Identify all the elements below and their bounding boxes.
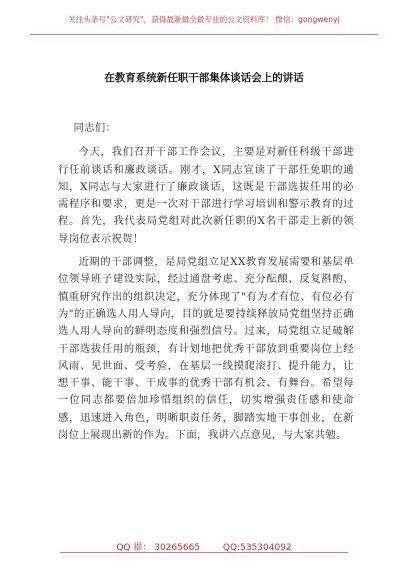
header-note: 关注头条号"公文研究"，获得最新最全最专业的公文资料库！ 微信：gongwenyj (68, 15, 340, 24)
footer-qq-group: QQ 群： 30265665 (116, 543, 201, 553)
header-divider (30, 34, 378, 35)
salutation: 同志们： (73, 122, 117, 134)
footer-qq: QQ:535304092 (222, 543, 292, 553)
footer-divider (60, 552, 348, 553)
paragraph: 近期的干部调整，是局党组立足XX教育发展需要和基层单位领导班子建设实际，经过通盘考虑、充分酝酿、反复斟酌、慎重研究作出的组织决定，充分体现了"有为才有位、有位必有为"的正确选人用人导向，目的就是要持续释放局党组坚持正确选人用人导向的鲜明态度和强烈信号。过来，局党组立足破解干部选拔任用的瓶颈，有计划地把优秀干部放到重要岗位上经风雨、见世面、受考验，在基层一线摸爬滚打、提升能力，让想干事、能干事、干成事的优秀干部有机会、有舞台。希望每一位同志都要倍加珍惜组织的信任，切实增强责任感和使命感，迅速进入角色，明晰职责任务，脚踏实地干事创业，在新岗位上展现出新的作为。下面，我讲六点意见，与大家共勉。 (58, 256, 354, 442)
document-body (58, 120, 354, 444)
paragraph: 今天，我们召开干部工作会议，主要是对新任科级干部进行任前谈话和廉政谈话。刚才，X同志宣读了干部任免职的通知，X同志与大家进行了廉政谈话，这既是干部选拔任用的必需程序和要求，更是一次对干部进行学习培训和警示教育的过程。首先，我代表局党组对此次新任职的X名干部走上新的领导岗位表示祝贺！ (58, 146, 354, 245)
document-title: 在教育系统新任职干部集体谈话会上的讲话 (104, 72, 304, 84)
